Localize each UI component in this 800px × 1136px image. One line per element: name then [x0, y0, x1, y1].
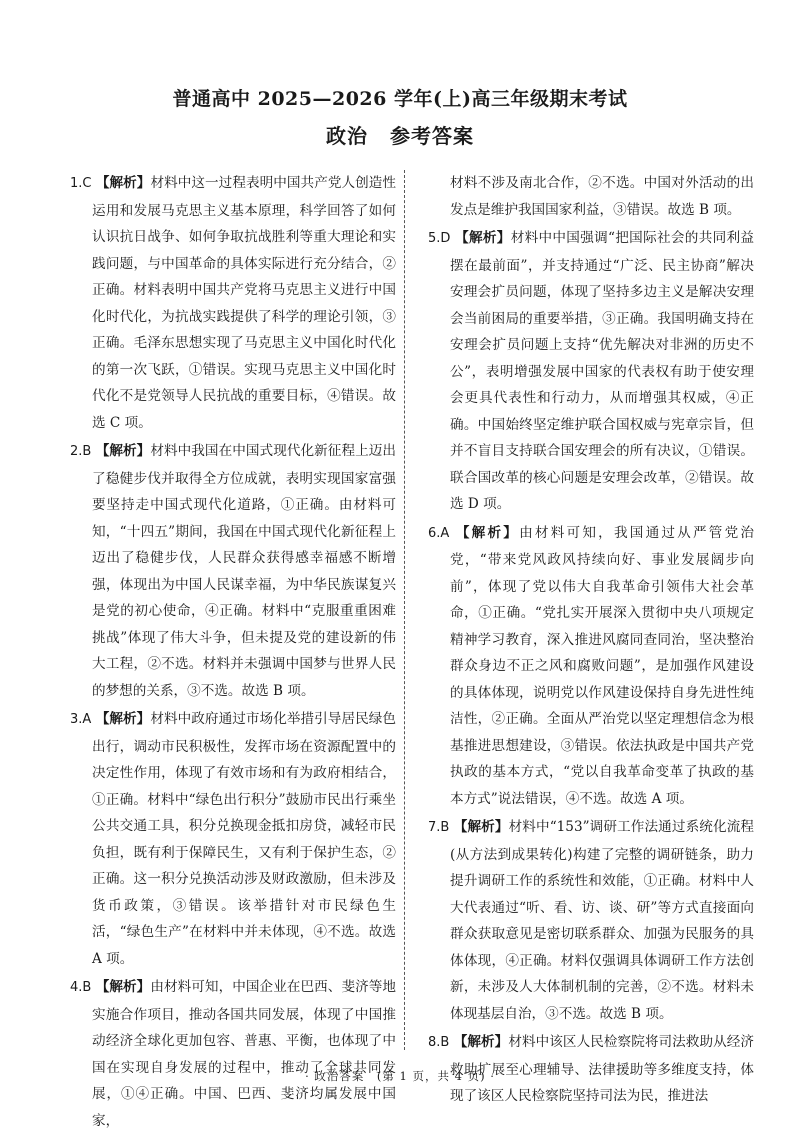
- column-divider: [404, 170, 405, 1050]
- answer-number: 6.A: [428, 525, 450, 541]
- answer-text: 材料不涉及南北合作，②不选。中国对外活动的出发点是维护我国国家利益，③错误。故选 B 项。: [450, 175, 754, 218]
- answer-number: 4.B: [70, 980, 92, 995]
- answer-text: 由材料可知，我国通过从严管党治党，“带来党风政风持续向好、事业发展阔步向前”，体现了党以伟大自我革命引领伟大社会革命，①正确。“党扎实开展深入贯彻中央八项规定精神学习教育，深入推进风腐同查同治，坚决整治群众身边不正之风和腐败问题”，是加强作风建设的具体体现，说明党以作风建设保持自身先进性纯洁性，②正确。全面从严治党以坚定理想信念为根基推进思想建设，③错误。依法执政是中国共产党执政的基本方式，“党以自我革命变革了执政的基本方式”说法错误，④不选。故选 A 项。: [450, 524, 755, 807]
- answer-number: 3.A: [70, 712, 92, 727]
- answer-item-4-continued: [428, 170, 754, 223]
- answer-item-2: [70, 438, 396, 704]
- answer-text: 材料中我国在中国式现代化新征程上迈出了稳健步伐并取得全方位成就，表明实现国家富强要坚持走中国式现代化道路，①正确。由材料可知，“十四五”期间，我国在中国式现代化新征程上迈出了稳健步伐，人民群众获得感幸福感不断增强，体现出为中国人民谋幸福，为中华民族谋复兴是党的初心使命，④正确。材料中“克服重重困难挑战”体现了伟大斗争，但未提及党的建设新的伟大工程，②不选。材料并未强调中国梦与世界人民的梦想的关系，③不选。故选 B 项。: [92, 443, 397, 699]
- answer-number: 7.B: [428, 820, 450, 835]
- answer-item-6: [428, 520, 754, 813]
- analysis-tag: 【解析】: [453, 819, 509, 835]
- analysis-tag: 【解析】: [455, 524, 520, 541]
- subject-label: 政治: [326, 124, 368, 148]
- doc-type-label: 参考答案: [390, 124, 474, 148]
- answer-number: 2.B: [70, 444, 92, 459]
- analysis-tag: 【解析】: [455, 230, 511, 246]
- answer-item-1: [70, 170, 396, 436]
- answer-text: 材料中政府通过市场化举措引导居民绿色出行，调动市民积极性，发挥市场在资源配置中的决定性作用，体现了有效市场和有为政府相结合，①正确。材料中“绿色出行积分”鼓励市民出行乘坐公共交通工具，积分兑换现金抵扣房贷，减轻市民负担，既有利于保障民生，又有利于保护生态，②正确。这一积分兑换活动涉及财政激励，但未涉及货币政策，③错误。该举措针对市民绿色生活，“绿色生产”在材料中并未体现，④不选。故选 A 项。: [92, 711, 397, 967]
- exam-subtitle: [0, 120, 800, 149]
- exam-title: 普通高中 2025—2026 学年(上)高三年级期末考试: [172, 88, 628, 110]
- answer-number: 8.B: [428, 1035, 450, 1050]
- left-column: [70, 170, 396, 1136]
- analysis-tag: 【解析】: [95, 443, 151, 459]
- answer-text: 材料中这一过程表明中国共产党人创造性运用和发展马克思主义基本原理，科学回答了如何认识抗日战争、如何争取抗战胜利等重大理论和实践问题，与中国革命的具体实际进行充分结合，②正确。材料表明中国共产党将马克思主义进行中国化时代化，为抗战实践提供了科学的理论引领，③正确。毛泽东思想实现了马克思主义中国化时代化的第一次飞跃，①错误。实现马克思主义中国化时代化不是党领导人民抗战的重要目标，④错误。故选 C 项。: [92, 175, 397, 431]
- answer-text: 材料中中国强调“把国际社会的共同利益摆在最前面”，并支持通过“广泛、民主协商”解决安理会扩员问题，体现了坚持多边主义是解决安理会当前困局的重要举措，③正确。我国明确支持在安理会扩员问题上支持“优先解决对非洲的历史不公”，表明增强发展中国家的代表权有助于使安理会更具代表性和行动力，从而增强其权威，④正确。中国始终坚定维护联合国权威与宪章宗旨，但并不盲目支持联合国安理会的所有决议，①错误。联合国改革的核心问题是安理会改革，②错误。故选 D 项。: [450, 230, 755, 512]
- analysis-tag: 【解析】: [95, 175, 151, 191]
- answer-number: 5.D: [428, 231, 451, 246]
- answer-number: 1.C: [70, 176, 92, 191]
- answer-item-4: [70, 974, 396, 1134]
- analysis-tag: 【解析】: [95, 711, 151, 727]
- answer-item-3: [70, 706, 396, 972]
- right-column: [428, 170, 754, 1112]
- analysis-tag: 【解析】: [95, 979, 151, 995]
- answer-text: 由材料可知，中国企业在巴西、斐济等地实施合作项目，推动各国共同发展，体现了中国推动经济全球化更加包容、普惠、平衡，也体现了中国在实现自身发展的过程中，推动了全球共同发展，①④正确。中国、巴西、斐济均属发展中国家，: [92, 979, 397, 1129]
- answer-text: 材料中该区人民检察院将司法救助从经济救助扩展至心理辅导、法律援助等多维度支持，体现了该区人民检察院坚持司法为民，推进法: [450, 1034, 755, 1104]
- analysis-tag: 【解析】: [453, 1034, 509, 1050]
- answer-item-7: [428, 814, 754, 1027]
- page-footer: · 政治答案 (第 1 页，共 4 页) ·: [305, 1069, 495, 1083]
- answer-text: 材料中“153”调研工作法通过系统化流程(从方法到成果转化)构建了完整的调研链条，助力提升调研工作的系统性和效能，①正确。材料中人大代表通过“听、看、访、谈、研”等方式直接面向群众获取意见是密切联系群众、加强为民服务的具体体现，④正确。材料仅强调具体调研工作方法创新，未涉及人大体制机制的完善，②不选。材料未体现基层自治，③不选。故选 B 项。: [450, 819, 754, 1022]
- answer-item-5: [428, 225, 754, 518]
